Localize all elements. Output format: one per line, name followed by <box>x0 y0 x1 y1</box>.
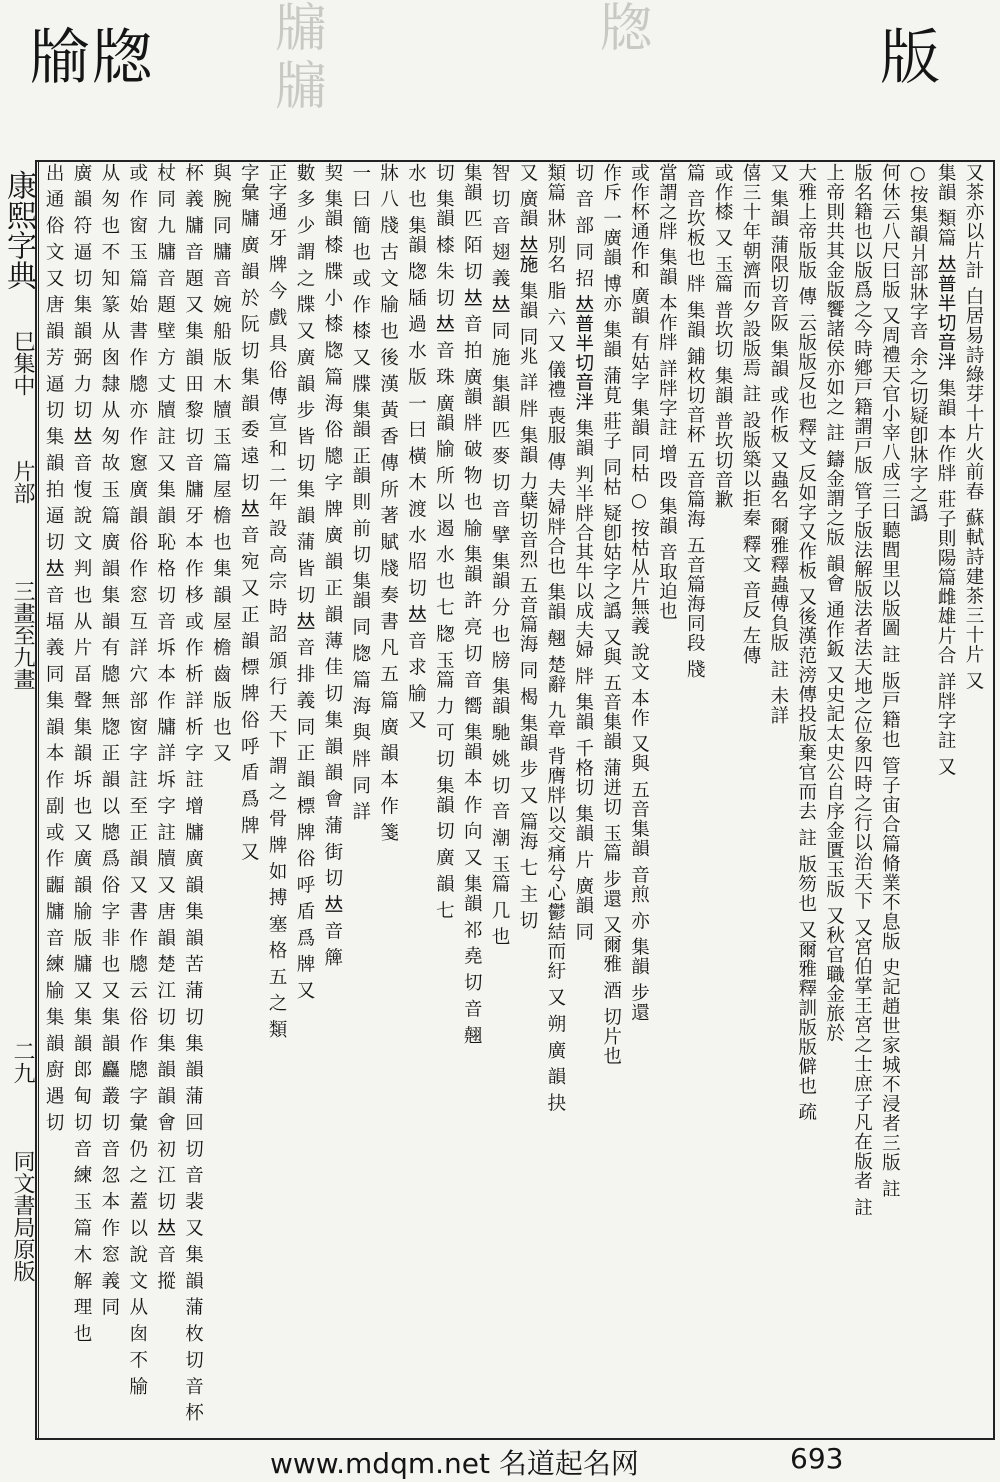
text-column: 切 音 部 同 招 𠀤普半切音泮 集韻 判半牉合其牛以成夫婦 牉 集韻 千格切 集韻 片 廣韻 同 <box>572 163 594 942</box>
text-column: 與 腕 同 牗 音 婉 船 版 木 牘 玉 篇 屋 檐 也 集 韻 屋 檐 齒 版 也 又 <box>210 163 232 763</box>
text-column: 上帝則共其金版饗諸侯亦如之 註 鑄金謂之版 韻會 通作鈑 又史記太史公自序金匱玉版 又秋官職金旅於 <box>823 163 845 1043</box>
header-right-glyph: 版 <box>880 23 940 93</box>
text-column: 廣 韻 符 逼 切 集 韻 弼 力 切 𠀤 音 愎 說 文 判 也 从 片 畐 聲 集 韻 坼 也 又 廣 韻 牏 版 牗 又 集 韻 郎 甸 切 音 練 玉 篇 木 解 理 也 <box>71 163 92 1344</box>
text-column: 或 作 窗 玉 篇 始 書 作 牕 亦 作 窻 廣 韻 俗 作 窓 互 詳 穴 部 窗 字 註 至 正 韻 又 書 作 牕 云 俗 作 牕 字 彙 仍 之 蓋 以 說 文 从 囱 不 牏 <box>126 163 148 1397</box>
text-column: 又茶亦以片計 白居易詩綠芽十片火前春 蘇軾詩建茶三十片 又 <box>963 163 984 691</box>
text-column: 牀 八 牋 古 文 牏 也 後 漢 黃 香 傳 所 著 賦 牋 奏 書 凡 五 篇 廣 韻 本 作 箋 <box>377 163 399 843</box>
text-columns <box>42 163 990 1435</box>
text-column: 一 曰 簡 也 或 作 㯃 又 牒 集韻 正韻 則 前 切 集韻 同 牎 篇 海 與 牉 同 詳 <box>349 163 371 822</box>
text-column: 出 通 俗 文 又 唐 韻 芳 逼 切 集 韻 拍 逼 切 𠀤 音 堛 義 同 集 韻 本 作 副 或 作 疈 牗 音 練 牏 集 韻 廚 遇 切 <box>43 163 65 1133</box>
text-column: 數 多 少 謂 之 牒 又 廣 韻 步 皆 切 集 韻 蒲 皆 切 𠀤 音 排 義 同 正 韻 標 牌 俗 呼 盾 爲 牌 又 <box>294 163 315 1001</box>
text-column: 水 也 集韻 牎 牐 過 水 版 一 曰 橫 木 渡 水 牊 切 𠀤 音 求 牏 又 <box>405 163 427 730</box>
text-column: 或作㯃 又 玉篇 普坎切 集韻 普坎切音歉 <box>712 163 734 510</box>
text-column: 集韻 匹 陌 切 𠀤 音 拍 廣韻 牉 破 物 也 牏 集韻 許 亮 切 音 嚮 集韻 本 作 向 又 集韻 祁 堯 切 音 翹 <box>461 163 483 1046</box>
text-column: 正字通 牙 牌 今 戲 具 俗 傳 宣 和 二 年 設 高 宗 時 詔 頒 行 天 下 謂 之 骨 牌 如 搏 塞 格 五 之 類 <box>266 163 288 1040</box>
text-column: ○按集韻爿部牀字音 余之切疑卽牀字之譌 <box>907 163 929 524</box>
text-column: 當謂之牉 集韻 本作牉 詳牉字註 增 㱼 集韻 音取迫也 <box>656 163 678 621</box>
text-column: 大雅上帝版版 傳 云版版反也 釋文 反如字又作板 又後漢范滂傳投版棄官而去 註 版笏也 又爾雅釋訓版版僻也 疏 <box>795 163 817 1122</box>
text-column: 杯 義 牗 音 題 又 集 韻 田 黎 切 音 牗 牙 本 作 栘 或 作 析 詳 析 字 註 增 牗 廣 韻 集 韻 苦 蒲 切 集 韻 蒲 回 切 音 裴 又 集 韻 蒲 枚 切 音 杯 <box>182 163 204 1423</box>
text-column: 字彙 牗 廣 韻 於 阮 切 集 韻 委 遠 切 𠀤 音 宛 又 正 韻 標 牌 俗 呼 盾 爲 牌 又 <box>238 163 260 862</box>
bleed-through-mark: 牎 <box>600 0 653 59</box>
text-column: 杖 同 九 牗 音 題 壁 方 丈 牘 註 又 集 韻 恥 格 切 音 坼 本 作 牗 詳 坼 字 註 牘 又 唐 韻 楚 江 切 集 韻 韻 會 初 江 切 𠀤 音 摐 <box>154 163 176 1291</box>
text-column: 何休云八尺曰版 又周禮天官小宰八成三曰聽閭里以版圖 註 版戸籍也 管子宙合篇脩業不息版 史記趙世家城不浸者三版 註 <box>879 163 901 1199</box>
text-column: 作斥 一廣韻 博亦 集韻 蒲莧 莊子 同枯 疑卽姑字之譌 又與 五音集韻 蒲迸切 玉篇 步還 又爾雅 酒 切片也 <box>600 163 622 1066</box>
text-column: 類篇 牀 別名 脂 六 又 儀禮 喪服 傳 夫婦牉合也 集韻 翹 楚辭 九章 背膺牉以交痛兮心鬱結而紆 又 朔 廣 韻 抉 <box>544 163 566 1113</box>
stroke-range-label: 三畫至九畫 <box>10 580 35 690</box>
text-column: 从 匆 也 不 知 篆 从 囪 隸 从 匆 故 玉 篇 廣 韻 集 韻 有 牕 無 牎 正 韻 以 牕 爲 俗 字 非 也 又 集 韻 麤 叢 切 音 忽 本 作 窓 義 同 <box>98 163 120 1317</box>
text-column: 僖三十年朝濟而夕設版焉 註 設版築以拒秦 釋文 音反 左傳 <box>740 163 761 666</box>
margin-sidebar <box>0 160 39 1440</box>
text-column: 契 集韻 㯃 牒 小 㯃 牎 篇 海 俗 牕 字 牌 廣 韻 正 韻 薄 佳 切 集 韻 韻 會 蒲 街 切 𠀤 音 簰 <box>321 163 343 968</box>
volume-label: 巳集中 <box>10 330 35 396</box>
text-column: 又 集韻 蒲限切音阪 集韻 或作板 又蟲名 爾雅釋蟲傅負版 註 未詳 <box>767 163 789 726</box>
text-column: 篇 音坎板也 牉 集韻 鋪枚切音杯 五音篇海 五音篇海同段 牋 <box>684 163 706 680</box>
radical-label: 片部 <box>10 460 35 504</box>
site-watermark: www.mdqm.net 名道起名网 <box>270 1447 639 1480</box>
bleed-through-mark: 牖 牖 <box>275 0 328 117</box>
page-footer <box>0 1440 1000 1480</box>
header-left-glyphs: 牏牎 <box>30 23 154 93</box>
text-column: 切 集韻 㯃 朱 切 𠀤 音 珠 廣韻 牏 所 以 遏 水 也 七 牎 玉篇 力 可 切 集韻 切 廣 韻 七 <box>433 163 455 921</box>
publisher-label: 同文書局原版 <box>10 1150 35 1282</box>
text-column: 又 廣韻 𠀤施 集韻 同兆 詳 牉 集韻 力蘖切音烈 五音篇海 同 楬 集韻 步 又 篇海 七 主 切 <box>517 163 538 931</box>
page-header <box>0 0 1000 150</box>
text-column: 智 切 音 翅 義 𠀤 同 施 集韻 匹 麥 切 音 擘 集韻 分 也 牓 集韻 馳 姚 切 音 潮 玉篇 几 也 <box>489 163 511 947</box>
text-column: 集韻 類篇 𠀤普半切音泮 集韻 本作牉 莊子則陽篇雌雄片合 詳牉字註 又 <box>935 163 957 777</box>
page-number: 693 <box>790 1442 844 1475</box>
text-column: 或作杯通作和 廣韻 有姑字 集韻 同枯 ○ 按枯从片無義 說文 本作 又與 五音集韻 音煎 亦 集韻 步還 <box>628 163 650 1023</box>
leaf-number: 二九 <box>10 1040 35 1084</box>
book-title: 康熙字典 <box>1 170 36 290</box>
text-column: 版名籍也以版爲之今時鄕戸籍謂戸版 管子版法解版法者法天地之位象四時之行以治天下 又宮伯掌王宮之士庶子凡在版者 註 <box>851 163 873 1218</box>
